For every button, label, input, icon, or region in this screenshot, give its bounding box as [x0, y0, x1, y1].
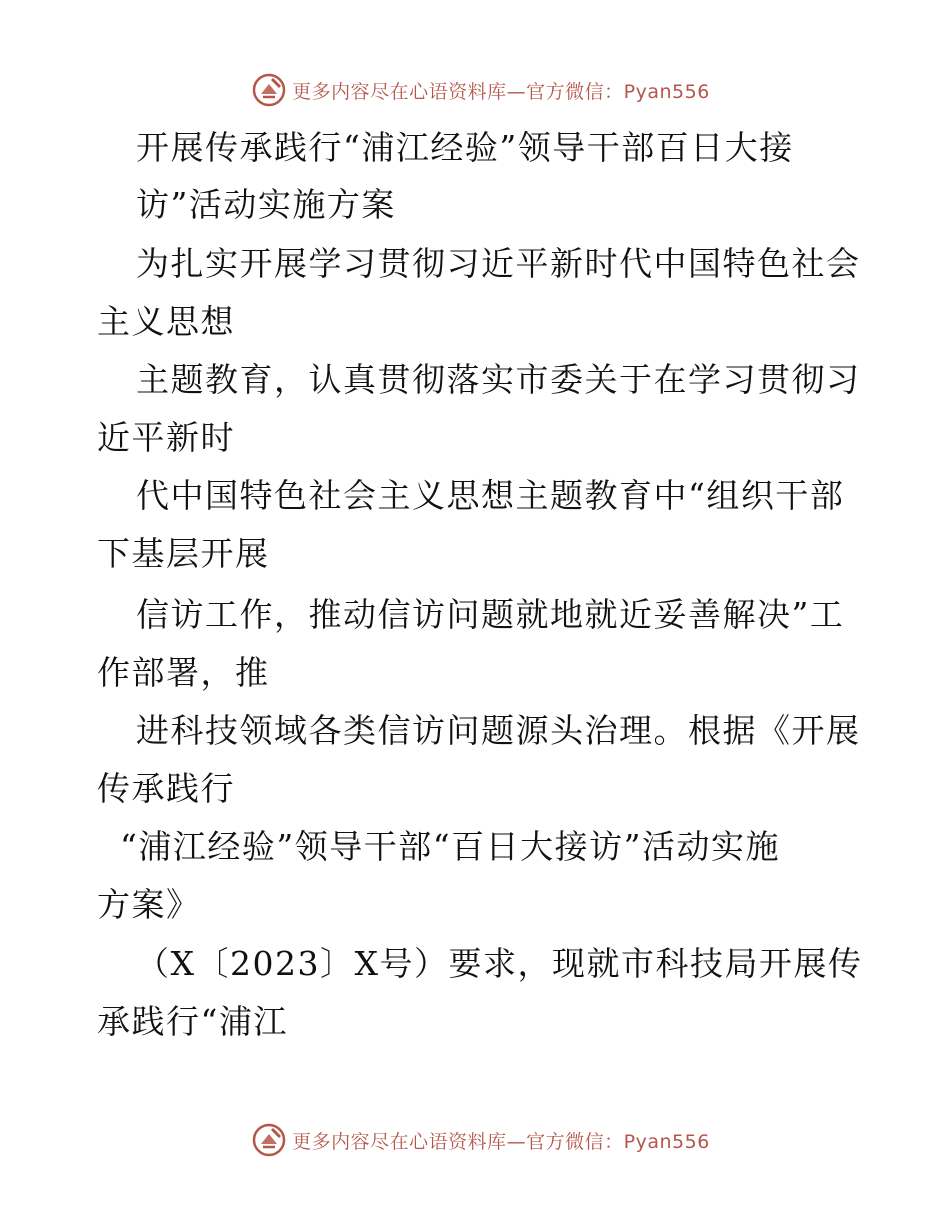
book-pen-logo-icon: [252, 73, 286, 107]
footer-banner-text: 更多内容尽在心语资料库—官方微信：Pyan556: [292, 1130, 710, 1153]
body-line: 为扎实开展学习贯彻习近平新时代中国特色社会: [136, 244, 861, 283]
title-line-2: 访”活动实施方案: [136, 185, 396, 224]
body-line: 传承践行: [97, 769, 235, 808]
header-banner-content: [252, 73, 710, 107]
footer-banner-content: [252, 1123, 710, 1157]
body-line: （X〔2023〕X号）要求，现就市科技局开展传: [136, 944, 863, 983]
footer-banner: [0, 1120, 950, 1160]
header-banner-text: 更多内容尽在心语资料库—官方微信：Pyan556: [292, 80, 710, 103]
body-line: “浦江经验”领导干部“百日大接访”活动实施: [120, 827, 780, 866]
body-line: 作部署，推: [97, 653, 270, 692]
title-line-1: 开展传承践行“浦江经验”领导干部百日大接: [136, 128, 794, 167]
body-line: 进科技领域各类信访问题源头治理。根据《开展: [136, 711, 861, 750]
body-line: 下基层开展: [97, 534, 270, 573]
body-line: 信访工作，推动信访问题就地就近妥善解决”工: [136, 595, 845, 634]
body-line: 主题教育，认真贯彻落实市委关于在学习贯彻习: [136, 360, 861, 399]
body-line: 承践行“浦江: [97, 1002, 288, 1041]
book-pen-logo-icon: [252, 1123, 286, 1157]
body-line: 代中国特色社会主义思想主题教育中“组织干部: [136, 476, 845, 515]
body-line: 近平新时: [97, 418, 235, 457]
body-line: 方案》: [97, 885, 201, 924]
header-banner: [0, 70, 950, 110]
body-line: 主义思想: [97, 302, 235, 341]
